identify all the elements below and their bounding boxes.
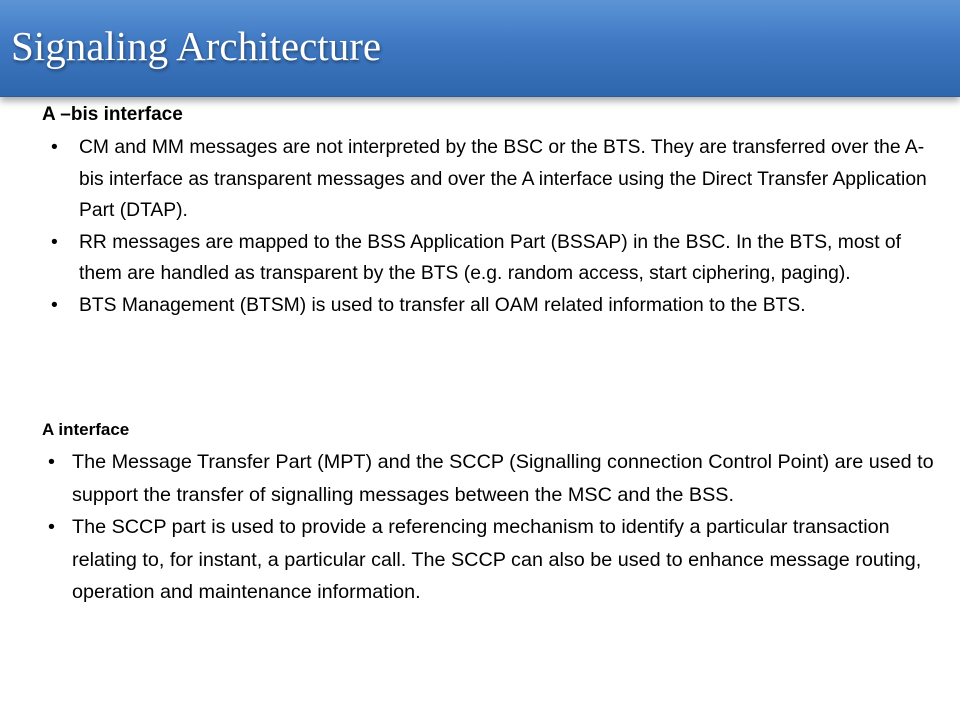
bullet-list-abis xyxy=(42,132,942,321)
title-bar xyxy=(0,0,960,97)
bullet-icon: • xyxy=(48,516,55,538)
bullet-text: BTS Management (BTSM) is used to transfer all OAM related information to the BTS. xyxy=(79,294,806,316)
bullet-text: The Message Transfer Part (MPT) and the SCCP (Signalling connection Control Point) are used to support the transfer of signalling messages between the MSC and the BSS. xyxy=(72,451,934,506)
bullet-item xyxy=(42,227,942,290)
section-heading-abis: A –bis interface xyxy=(42,104,183,125)
bullet-item xyxy=(42,511,942,609)
bullet-item xyxy=(42,290,942,322)
bullet-icon: • xyxy=(48,451,55,473)
bullet-icon: • xyxy=(51,294,58,316)
bullet-icon: • xyxy=(51,137,58,158)
bullet-item xyxy=(42,132,942,227)
bullet-text: RR messages are mapped to the BSS Application Part (BSSAP) in the BSC. In the BTS, most of them are handled as transparent by the BTS (e.g. random access, start ciphering, paging). xyxy=(79,231,901,284)
bullet-text: CM and MM messages are not interpreted by the BSC or the BTS. They are transferred over the A-bis interface as transparent messages and over the A interface using the Direct Transfer Application Part (DTAP). xyxy=(79,137,927,221)
bullet-icon: • xyxy=(51,231,58,253)
section-heading-a: A interface xyxy=(42,420,130,439)
bullet-item xyxy=(42,446,942,511)
bullet-list-a xyxy=(42,446,942,609)
bullet-text: The SCCP part is used to provide a referencing mechanism to identify a particular transaction relating to, for instant, a particular call. The SCCP can also be used to enhance message routing, operation and maintenance information. xyxy=(72,516,922,603)
slide-title: Signaling Architecture xyxy=(11,23,382,69)
